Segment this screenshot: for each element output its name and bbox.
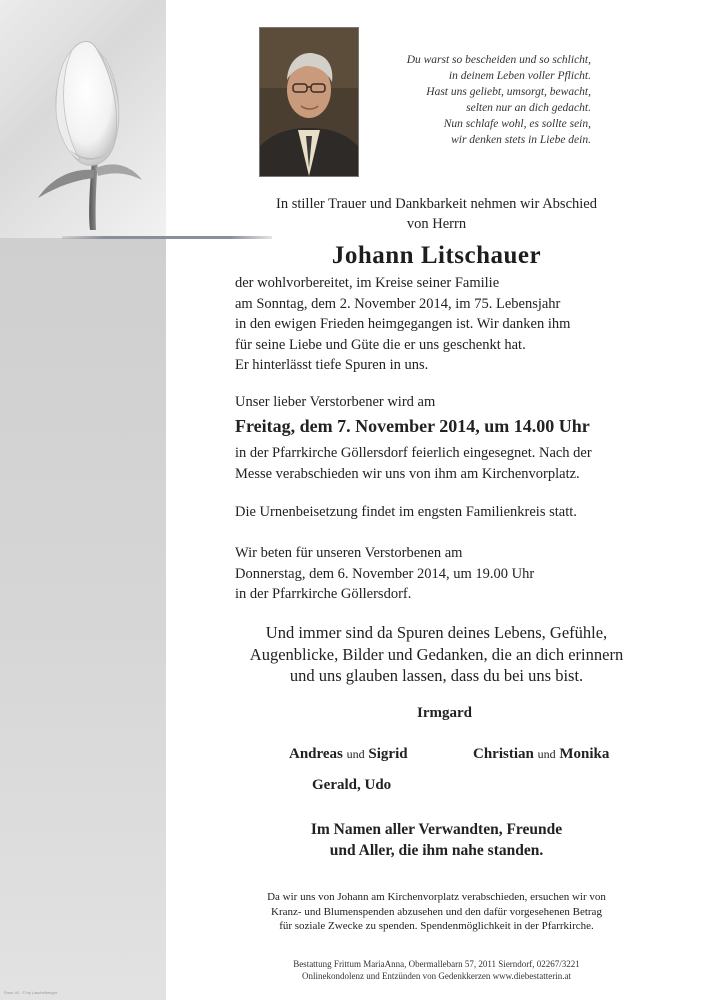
- urn-notice: Die Urnenbeisetzung findet im engsten Familienkreis statt.: [235, 504, 577, 520]
- note-line-1: Da wir uns von Johann am Kirchenvorplatz verabschieden, ersuchen wir von: [267, 891, 606, 903]
- mourner-name: Monika: [559, 746, 610, 762]
- prayer-line-3: in der Pfarrkirche Göllersdorf.: [235, 586, 412, 602]
- verse-line-1: Und immer sind da Spuren deines Lebens, Gefühle,: [265, 623, 608, 642]
- death-notice: [235, 273, 570, 376]
- intro-line-1: In stiller Trauer und Dankbarkeit nehmen wir Abschied: [276, 196, 597, 212]
- mourner-gerald-udo: Gerald, Udo: [312, 777, 392, 793]
- poem-line: in deinem Leben voller Pflicht.: [448, 70, 591, 82]
- poem-line: Nun schlafe wohl, es sollte sein,: [443, 118, 591, 130]
- poem-line: Hast uns geliebt, umsorgt, bewacht,: [426, 86, 591, 98]
- footer-line-1: Bestattung Frittum MariaAnna, Obermallebarn 57, 2011 Sierndorf, 02267/3221: [293, 959, 580, 969]
- poem-line: selten nur an dich gedacht.: [466, 102, 591, 114]
- death-notice-line: am Sonntag, dem 2. November 2014, im 75. Lebensjahr: [235, 295, 561, 312]
- mourner-pair-1: [289, 746, 408, 763]
- footer-line-2: Onlinekondolenz und Entzünden von Gedenkkerzen www.diebestatterin.at: [301, 970, 572, 981]
- closing-line-2: und Aller, die ihm nahe standen.: [329, 842, 544, 859]
- side-panel-bottom: [0, 238, 166, 1000]
- prayer-notice: [235, 543, 534, 605]
- prayer-line-2: Donnerstag, dem 6. November 2014, um 19.00 Uhr: [235, 565, 535, 582]
- funeral-date: Freitag, dem 7. November 2014, um 14.00 Uhr: [235, 416, 590, 436]
- mourner-name: Christian: [473, 746, 534, 762]
- funeral-intro: Unser lieber Verstorbener wird am: [235, 394, 436, 410]
- deceased-name: Johann Litschauer: [331, 242, 542, 269]
- intro-text: [166, 194, 707, 234]
- image-credit: Rose 40 - © by Laschelberger: [4, 990, 58, 995]
- poem: [331, 52, 591, 148]
- donation-note: [166, 890, 707, 934]
- funeral-home-footer: [166, 959, 707, 982]
- poem-line: Du warst so bescheiden und so schlicht,: [406, 54, 591, 66]
- closing-line-1: Im Namen aller Verwandten, Freunde: [310, 821, 563, 838]
- verse-line-2: Augenblicke, Bilder und Gedanken, die an dich erinnern: [249, 644, 624, 664]
- death-notice-line: Er hinterlässt tiefe Spuren in uns.: [235, 357, 429, 373]
- death-notice-line: der wohlvorbereitet, im Kreise seiner Familie: [235, 275, 500, 291]
- note-line-3: für soziale Zwecke zu spenden. Spendenmöglichkeit in der Pfarrkirche.: [279, 920, 594, 932]
- conjunction: und: [537, 747, 556, 761]
- verse-line-3: und uns glauben lassen, dass du bei uns bist.: [289, 666, 584, 685]
- mourner-pair-2: [473, 746, 609, 763]
- note-line-2: Kranz- und Blumenspenden abzusehen und den dafür vorgesehenen Betrag: [271, 905, 602, 918]
- prayer-line-1: Wir beten für unseren Verstorbenen am: [235, 545, 463, 561]
- death-notice-line: in den ewigen Frieden heimgegangen ist. Wir danken ihm: [235, 316, 571, 332]
- mourner-irmgard: Irmgard: [417, 705, 472, 721]
- funeral-line-1: in der Pfarrkirche Göllersdorf feierlich eingesegnet. Nach der: [235, 445, 592, 461]
- intro-line-2: von Herrn: [406, 216, 467, 232]
- divider-line: [62, 236, 272, 239]
- rose-illustration: [10, 20, 160, 230]
- closing-verse: [166, 622, 707, 687]
- closing-statement: [166, 819, 707, 861]
- funeral-line-2: Messe verabschieden wir uns von ihm am Kirchenvorplatz.: [235, 465, 580, 482]
- conjunction: und: [346, 747, 365, 761]
- mourner-name: Sigrid: [368, 746, 408, 762]
- mourner-name: Andreas: [289, 746, 343, 762]
- death-notice-line: für seine Liebe und Güte die er uns geschenkt hat.: [235, 336, 526, 353]
- poem-line: wir denken stets in Liebe dein.: [451, 134, 591, 146]
- funeral-details: [235, 443, 592, 484]
